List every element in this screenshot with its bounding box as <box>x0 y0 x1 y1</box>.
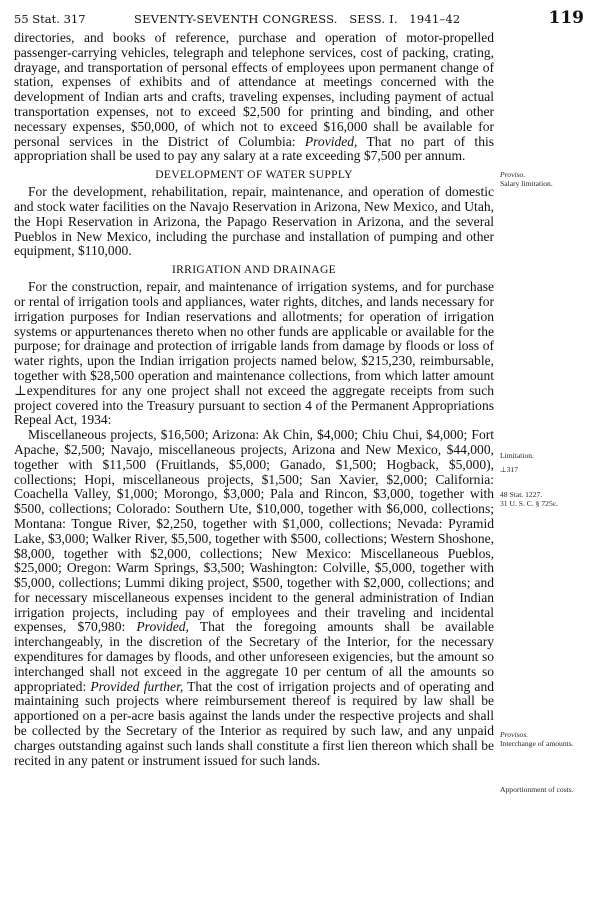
margin-page-mark <box>500 466 596 475</box>
margin-note-text: Apportionment of costs. <box>500 785 574 794</box>
margin-note-proviso <box>500 171 596 188</box>
proviso-further-word: Provided further, <box>90 678 184 694</box>
running-title: SEVENTY-SEVENTH CONGRESS. SESS. I. 1941–42 <box>134 12 461 26</box>
paragraph-irrigation: For the construction, repair, and maintenance of irrigation systems, and for purchase or rental of irrigation tools and appliances, water rights, ditches, and lands necessary for irrigation purposes for Indian reservations and allotments; for operation of irrigation systems or appurtenances thereto when no other funds are applicable or available for the purpose; for drainage and protection of irrigable lands from damage by floods or loss of water rights, upon the Indian irrigation projects named below, $215,230, reimbursable, together with $28,500 operation and maintenance collections, from which latter amount ⊥expenditures for any one project shall not exceed the aggregate receipts from such project covered into the Treasury pursuant to section 4 of the Permanent Appropriations Repeal Act, 1934: <box>14 279 494 428</box>
heading-irrigation: IRRIGATION AND DRAINAGE <box>171 263 337 277</box>
document-body <box>14 31 494 768</box>
page-header <box>14 10 590 32</box>
heading-water-supply: DEVELOPMENT OF WATER SUPPLY <box>155 168 353 182</box>
paragraph-text: Miscellaneous projects, $16,500; Arizona: Ak Chin, $4,000; Chiu Chui, $4,000; Fort Apache, $2,500; Navajo, miscellaneous projects, Arizona and New Mexico, $44,000, together with $11,500 (Fruitlands, $5,000; Ganado, $1,500; Hogback, $5,000), collections; Hopi, miscellaneous projects, $1,500; San Xavier, $2,000; California: Coachella Valley, $1,000; Morongo, $3,000; Pala and Rincon, $3,000, together with $500, collections; Colorado: Southern Ute, $10,000, together with $6,000, collections; Montana: Tongue River, $2,250, together with $1,000, collections; Nevada: Pyramid Lake, $3,000; Walker River, $5,500, together with $500, collections; Western Shoshone, $8,000, together with $2,000, collections; New Mexico: Miscellaneous Pueblos, $25,000; Oregon: Warm Springs, $3,500; Washington: Colville, $5,000, together with $5,000, collections; Lummi diking project, $500, together with $2,000, collections; and for necessary miscellaneous expenses incident to the general administration of Indian irrigation projects, including pay of employees and their traveling and incidental expenses, $70,980: <box>14 427 494 635</box>
paragraph-expenses <box>14 31 494 164</box>
paragraph-text: That the foregoing amounts shall be available interchangeably, in the discretion of the Secretary of the Interior, for the necessary expenditures for damages by floods, and other unforeseen exigencies, but the amount so interchanged shall not exceed in the aggregate 10 per centum of all the amounts so appropriated: <box>14 619 495 694</box>
statute-reference: 31 U. S. C. § 725c. <box>500 498 559 508</box>
margin-note-text: Limitation. <box>500 451 534 460</box>
margin-note-apportionment <box>500 786 596 795</box>
paragraph-text: directories, and books of reference, purchase and operation of motor-propelled passenger-carrying vehicles, telegraph and telephone services, cost of packing, crating, drayage, and transportation of personal effects of employees upon permanent change of station, expenses of exhibits and of attendance at meetings concerned with the development of Indian arts and crafts, traveling expenses, including payment of actual transportation expenses, not to exceed $2,500 for printing and binding, and other necessary expenses, $50,000, of which not to exceed $16,000 shall be available for personal services in the District of Columbia: <box>14 30 494 149</box>
paragraph-text: That the cost of irrigation projects and of operating and maintaining such projects where reimbursement thereof is required by law shall be apportioned on a per-acre basis against the lands under the respective projects and shall be collected by the Secretary of the Interior as required by such law, and any unpaid charges outstanding against such lands shall constitute a first lien thereon which shall be recited in any patent or instrument issued for such lands. <box>14 678 494 768</box>
paragraph-projects <box>14 428 494 768</box>
margin-note-provisos <box>500 731 596 748</box>
paragraph-text: That no part of this appropriation shall be used to pay any salary at a rate exceeding $7,500 per annum. <box>14 133 494 164</box>
margin-note-title: Provisos. <box>500 730 529 739</box>
paragraph-water-supply: For the development, rehabilitation, repair, maintenance, and operation of domestic and stock water facilities on the Navajo Reservation in Arizona, New Mexico, and Utah, the Hopi Reservation in Arizona, the Papago Reservation in Arizona, and the several Pueblos in New Mexico, including the purchase and installation of pumping and other equipment, $110,000. <box>14 184 494 259</box>
statute-reference: 48 Stat. 1227. <box>500 490 543 499</box>
margin-note-statute-refs <box>500 491 596 508</box>
proviso-word: Provided, <box>304 133 358 149</box>
margin-note-title: Proviso. <box>500 170 526 179</box>
margin-note-text: Interchange of amounts. <box>500 738 574 748</box>
statute-citation: 55 Stat. 317 <box>14 12 86 26</box>
proviso-word: Provided, <box>136 619 189 635</box>
page-break-mark: ⊥317 <box>500 465 519 474</box>
margin-note-text: Salary limitation. <box>500 178 553 188</box>
margin-note-limitation <box>500 452 596 461</box>
page-number: 119 <box>548 8 584 28</box>
